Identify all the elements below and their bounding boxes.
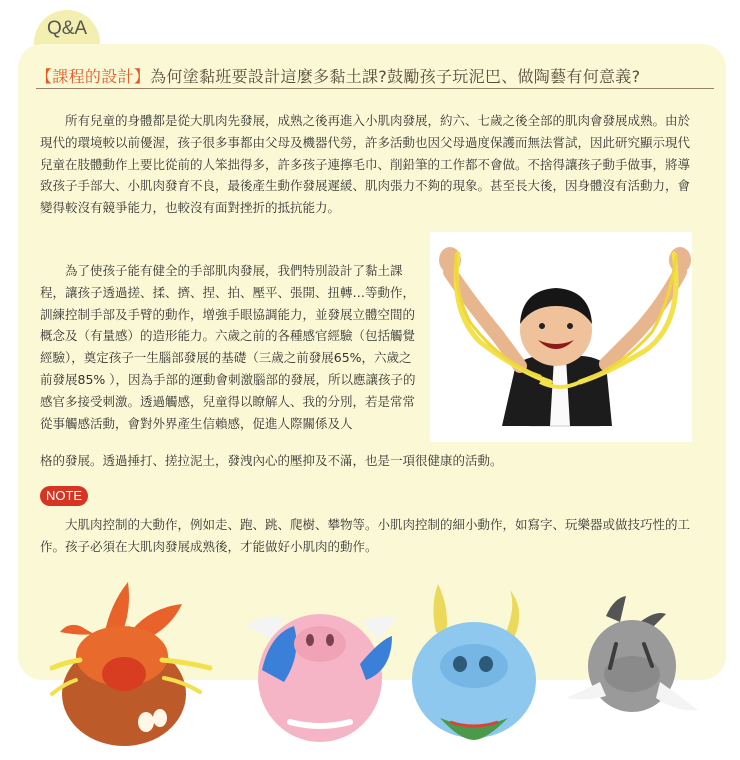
boy-stretching-clay-photo [430,232,692,442]
section-heading [36,64,716,87]
heading-title: 為何塗黏班要設計這麼多黏土課?鼓勵孩子玩泥巴、做陶藝有何意義? [150,67,641,86]
clay-animal-masks-photo [40,574,730,758]
paragraph-clay-course-end: 格的發展。透過捶打、搓拉泥土，發洩內心的壓抑及不滿，也是一項很健康的活動。 [40,453,503,468]
note-text: 大肌肉控制的大動作，例如走、跑、跳、爬樹、攀物等。小肌肉控制的細小動作，如寫字、玩樂器或做技巧性的工作。孩子必須在大肌肉發展成熟後，才能做好小肌肉的動作。 [40,517,691,554]
paragraph-clay-course: 為了使孩子能有健全的手部肌肉發展，我們特別設計了黏土課程，讓孩子透過搓、揉、擠、捏、拍、壓平、張開、扭轉…等動作，訓練控制手部及手臂的動作，增強手眼協調能力，並發展立體空間的概念及（有量感）的造形能力。六歲之前的各種感官經驗（包括觸覺經驗），奠定孩子一生腦部發展的基礎（三歲之前發展65%，六歲之前發展85% ），因為手部的運動會刺激腦部的發展，所以應讓孩子的感官多接受刺激。透過觸感，兒童得以瞭解人、我的分別，若是常常從事觸感活動，會對外界產生信賴感，促進人際關係及人 [40,263,416,431]
clay-mask-blue [412,584,536,740]
qa-label: Q&A [46,18,88,39]
heading-underline [36,88,714,89]
note-badge: NOTE [40,486,88,506]
paragraph-muscle-development: 所有兒童的身體都是從大肌肉先發展，成熟之後再進入小肌肉發展，約六、七歲之後全部的肌肉會發展成熟。由於現代的環境較以前優渥，孩子很多事都由父母及機器代勞，許多活動也因父母過度保護而無法嘗試，因此研究顯示現代兒童在肢體動作上要比從前的人笨拙得多，許多孩子連擰毛巾、削鉛筆的工作都不會做。不捨得讓孩子動手做事，將導致孩子手部大、小肌肉發育不良，最後產生動作發展遲緩、肌肉張力不夠的現象。甚至長大後，因身體沒有活動力，會變得較沒有競爭能力，也較沒有面對挫折的抵抗能力。 [40,113,691,216]
clay-mask-pink [246,614,396,742]
clay-mask-gray [566,596,698,712]
clay-mask-orange [52,582,210,746]
heading-bracket: 【課程的設計】 [36,67,151,86]
